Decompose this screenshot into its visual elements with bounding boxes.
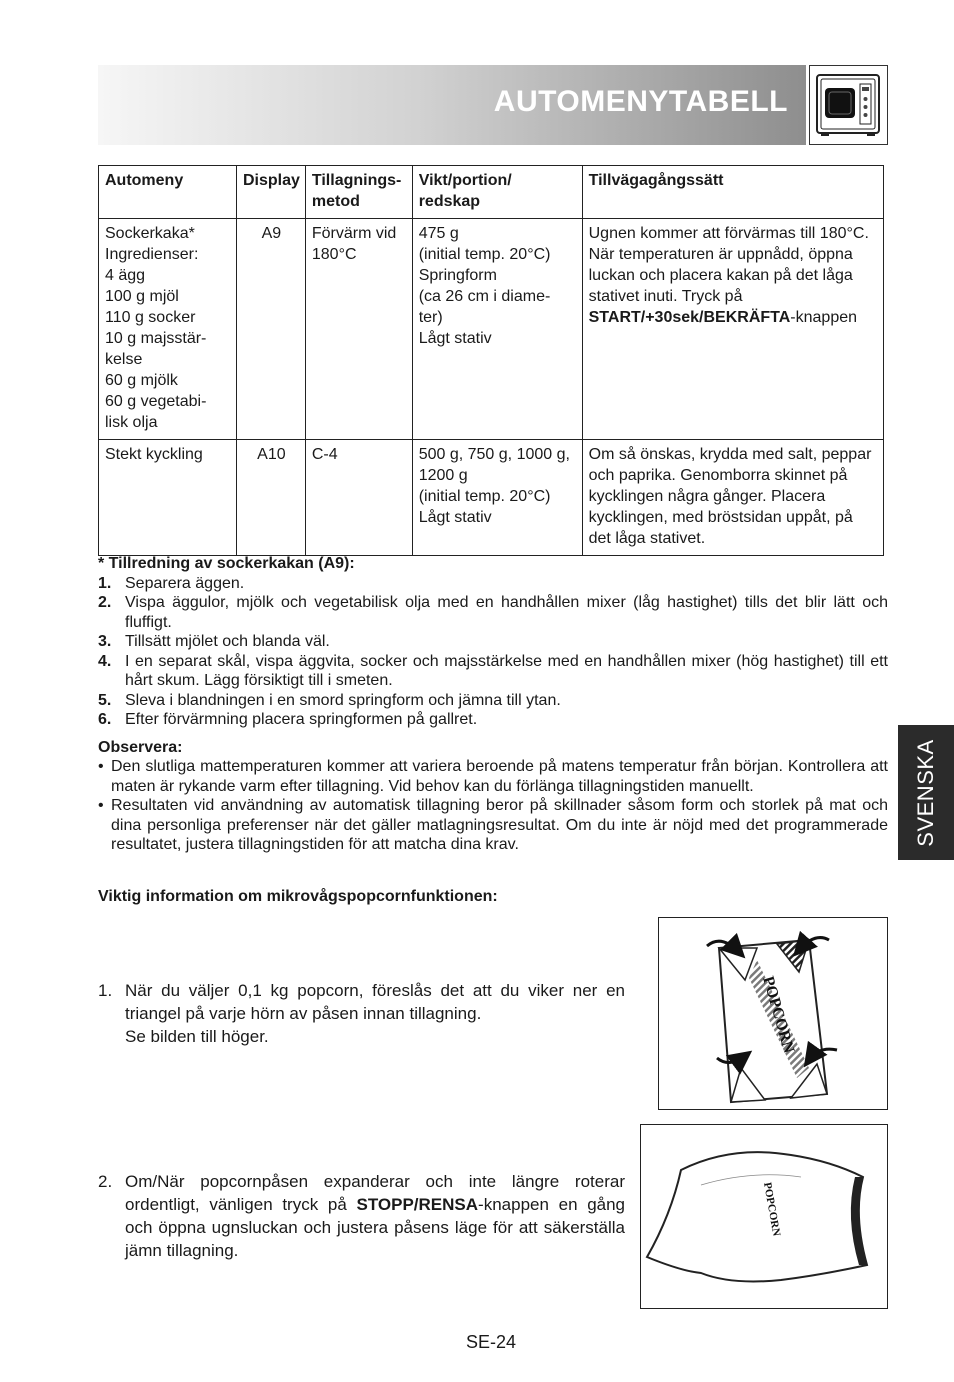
table-row bbox=[99, 219, 884, 440]
list-item bbox=[98, 710, 888, 730]
list-item bbox=[98, 796, 888, 855]
cell-metod: C-4 bbox=[305, 440, 412, 556]
popcorn-item-1 bbox=[98, 979, 625, 1048]
step-text: Sleva i blandningen i en smord springform och jämna till ytan. bbox=[125, 691, 561, 709]
item-number: 1. bbox=[98, 981, 113, 1000]
instruction-text-end: -knappen bbox=[790, 309, 858, 326]
step-text: Efter förvärmning placera springformen på gallret. bbox=[125, 711, 478, 728]
col-header-vikt: Vikt/portion/ redskap bbox=[412, 166, 582, 219]
table-row bbox=[99, 440, 884, 556]
bag-label: POPCORN bbox=[761, 1181, 783, 1238]
col-header-display: Display bbox=[236, 166, 305, 219]
step-text: Separera äggen. bbox=[125, 574, 245, 592]
page-title: AUTOMENYTABELL bbox=[493, 85, 788, 118]
microwave-icon bbox=[809, 65, 888, 145]
popcorn-heading: Viktig information om mikrovågspopcornfunktionen: bbox=[98, 888, 498, 905]
step-number: 6. bbox=[98, 711, 112, 728]
bullet-icon: • bbox=[98, 758, 104, 775]
cell-vikt: 475 g (initial temp. 20°C) Springform (ca 26 cm i diame- ter) Lågt stativ bbox=[412, 219, 582, 440]
preparation-heading: * Tillredning av sockerkakan (A9): bbox=[98, 555, 355, 572]
language-tab bbox=[898, 725, 954, 860]
list-item bbox=[98, 652, 888, 691]
cell-automeny: Stekt kyckling bbox=[99, 440, 237, 556]
step-number: 3. bbox=[98, 633, 112, 650]
list-item bbox=[98, 757, 888, 796]
popcorn-item-2 bbox=[98, 1170, 625, 1262]
item-text: När du väljer 0,1 kg popcorn, föreslås det att du viker ner en triangel på varje hörn av påsen innan tillagning. Se bilden till höger. bbox=[125, 981, 625, 1046]
item-text bbox=[125, 1170, 625, 1262]
step-text: Vispa äggulor, mjölk och vegetabilisk olja med en handhållen mixer (låg hastighet) tills det blir lätt och fluffigt. bbox=[125, 594, 888, 631]
cell-vikt: 500 g, 750 g, 1000 g, 1200 g (initial temp. 20°C) Lågt stativ bbox=[412, 440, 582, 556]
step-number: 5. bbox=[98, 691, 112, 709]
item-number: 2. bbox=[98, 1172, 113, 1191]
page-number: SE-24 bbox=[466, 1332, 517, 1352]
start-button-label: START/+30sek/BEKRÄFTA bbox=[588, 309, 791, 326]
item-text-end: -knappen en gång och öppna ugnsluckan och justera påsens läge för att säkerställa jämn tillagning. bbox=[125, 1195, 626, 1260]
instruction-text: Ugnen kommer att förvärmas till 180°C. När temperaturen är uppnådd, öppna luckan och placera kakan på det låga stativet inuti. Tryck på bbox=[588, 225, 869, 305]
bag-label: POPCORN bbox=[759, 974, 798, 1056]
popcorn-fold-figure bbox=[658, 917, 888, 1110]
automenu-table bbox=[98, 165, 884, 556]
step-number: 2. bbox=[98, 594, 112, 611]
table-header-row bbox=[99, 166, 884, 219]
item-text-start: Om/När popcornpåsen expanderar och inte längre roterar ordentligt, vänligen tryck på bbox=[125, 1172, 625, 1214]
popcorn-expanded-figure bbox=[640, 1124, 888, 1309]
col-header-tillvagagang: Tillvägagångssätt bbox=[582, 166, 883, 219]
cell-display: A9 bbox=[236, 219, 305, 440]
step-text: I en separat skål, vispa äggvita, socker och majsstärkelse med en handhållen mixer (hög hastighet) till ett hårt skum. Lägg försiktigt till i smeten. bbox=[125, 652, 888, 689]
stop-button-label: STOPP/RENSA bbox=[356, 1195, 479, 1214]
bullet-icon: • bbox=[98, 797, 104, 814]
header-banner bbox=[98, 65, 806, 145]
col-header-metod: Tillagnings- metod bbox=[305, 166, 412, 219]
list-item bbox=[98, 574, 888, 594]
col-header-automeny: Automeny bbox=[99, 166, 237, 219]
cell-instructions: Om så önskas, krydda med salt, peppar och paprika. Genomborra skinnet på kycklingen några gånger. Placera kycklingen, med bröstsidan uppåt, på det låga stativet. bbox=[582, 440, 883, 556]
notes-section bbox=[98, 554, 888, 855]
step-number: 4. bbox=[98, 652, 112, 670]
step-number: 1. bbox=[98, 574, 112, 592]
cell-instructions bbox=[582, 219, 883, 440]
bullet-text: Resultaten vid användning av automatisk tillagning beror på skillnader såsom form och storlek på mat och dina personliga preferenser när det gäller matlagningsresultat. Om du inte är nöjd med det programmerade resultatet, justera tillagningstiden för att matcha dina krav. bbox=[111, 797, 888, 853]
language-label: SVENSKA bbox=[913, 738, 938, 847]
cell-metod: Förvärm vid 180°C bbox=[305, 219, 412, 440]
list-item bbox=[98, 593, 888, 632]
observe-heading: Observera: bbox=[98, 738, 183, 756]
cell-automeny: Sockerkaka* Ingredienser: 4 ägg 100 g mjöl 110 g socker 10 g majsstär- kelse 60 g mjölk 60 g vegetabi- lisk olja bbox=[99, 219, 237, 440]
list-item bbox=[98, 691, 888, 711]
bullet-text: Den slutliga mattemperaturen kommer att variera beroende på matens temperatur från början. Kontrollera att maten är rykande varm efter tillagning. Vid behov kan du förlänga tillagningstiden manuellt. bbox=[111, 758, 888, 795]
cell-display: A10 bbox=[236, 440, 305, 556]
step-text: Tillsätt mjölet och blanda väl. bbox=[125, 633, 330, 650]
list-item bbox=[98, 632, 888, 652]
